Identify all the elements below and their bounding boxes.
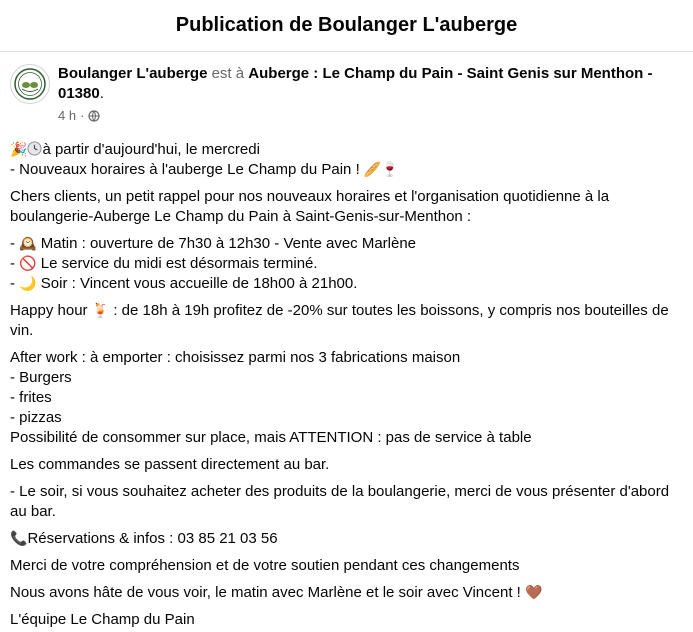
happy-hour-detail: : de 18h à 19h profitez de -20% sur toutes les boissons, y compris nos bouteilles de vin. [10,302,669,339]
schedule-list [10,234,683,294]
party-popper-icon: 🎉 [10,141,28,157]
opening-line [10,140,683,160]
baguette-icon: 🥖 [363,161,382,177]
connector-text: est à [211,65,245,82]
opening-text: à partir d'aujourd'hui, le mercredi [42,141,260,158]
reservations-text: Réservations & infos : 03 85 21 03 56 [27,530,278,547]
mantelpiece-clock-icon: 🕰️ [19,235,37,251]
logo-icon [13,67,47,101]
list-item: - Burgers [10,369,72,386]
bakery-text: - Le soir, si vous souhaitez acheter des produits de la boulangerie, merci de vous présenter d'abord au bar. [10,483,670,520]
onsite-text: Possibilité de consommer sur place, mais ATTENTION : pas de service à table [10,429,532,446]
list-item: - pizzas [10,409,62,426]
post-meta [58,106,668,126]
signature-paragraph [10,610,683,630]
list-item: - frites [10,389,52,406]
see-you-line [10,583,683,603]
author-name[interactable]: Boulanger L'auberge [58,65,208,82]
signature-text: L'équipe Le Champ du Pain [10,611,195,628]
author-line [58,64,668,104]
telephone-receiver-icon: 📞 [10,530,28,546]
morning-text: Matin : ouverture de 7h30 à 12h30 - Vente avec Marlène [40,235,417,252]
avatar[interactable] [10,64,50,104]
post-header [0,52,693,126]
new-hours-line [10,160,683,180]
afterwork-title: After work : à emporter : choisissez parmi nos 3 fabrications maison [10,349,461,366]
thanks-paragraph [10,556,683,576]
meta-separator: · [80,108,85,123]
thanks-text: Merci de votre compréhension et de votre soutien pendant ces changements [10,557,520,574]
post-body [0,126,693,630]
reservations-line [10,529,683,549]
opening-paragraph [10,140,683,180]
wine-glass-icon: 🍷 [381,161,399,177]
tropical-drink-icon: 🍹 [91,302,110,318]
reservations-paragraph [10,529,683,549]
location-link[interactable]: Auberge : Le Champ du Pain - Saint Genis sur Menthon - 01380 [58,65,653,102]
dialog-title: Publication de Boulanger L'auberge [175,14,518,36]
happy-hour-text [10,301,683,341]
noon-text: Le service du midi est désormais terminé. [40,255,318,272]
clock-icon [27,141,42,156]
dialog-header [0,0,693,52]
globe-icon [88,110,100,122]
post-time[interactable]: 4 h [58,108,77,123]
no-entry-icon: 🚫 [19,255,37,271]
schedule-evening: - 🌙 Soir : Vincent vous accueille de 18h00 à 21h00. [10,275,358,292]
author-block [58,64,668,126]
schedule-morning: - 🕰️ Matin : ouverture de 7h30 à 12h30 - Vente avec Marlène [10,235,417,252]
intro-paragraph [10,187,683,227]
schedule-noon: - 🚫 Le service du midi est désormais terminé. [10,255,318,272]
crescent-moon-icon: 🌙 [19,275,37,291]
evening-text: Soir : Vincent vous accueille de 18h00 à 21h00. [40,275,358,292]
orders-paragraph [10,455,683,475]
intro-text: Chers clients, un petit rappel pour nos nouveaux horaires et l'organisation quotidienne à la boulangerie-Auberge Le Champ du Pain à Saint-Genis-sur-Menthon : [10,188,610,225]
new-hours-text: - Nouveaux horaires à l'auberge Le Champ du Pain ! [10,161,360,178]
brown-heart-icon: 🤎 [525,584,543,600]
see-you-text: Nous avons hâte de vous voir, le matin avec Marlène et le soir avec Vincent ! [10,584,521,601]
happy-hour-label: Happy hour [10,302,88,319]
orders-text: Les commandes se passent directement au bar. [10,456,330,473]
period: . [99,85,104,102]
see-you-paragraph [10,583,683,603]
happy-hour-paragraph [10,301,683,341]
afterwork-paragraph [10,348,683,448]
bakery-paragraph [10,482,683,522]
